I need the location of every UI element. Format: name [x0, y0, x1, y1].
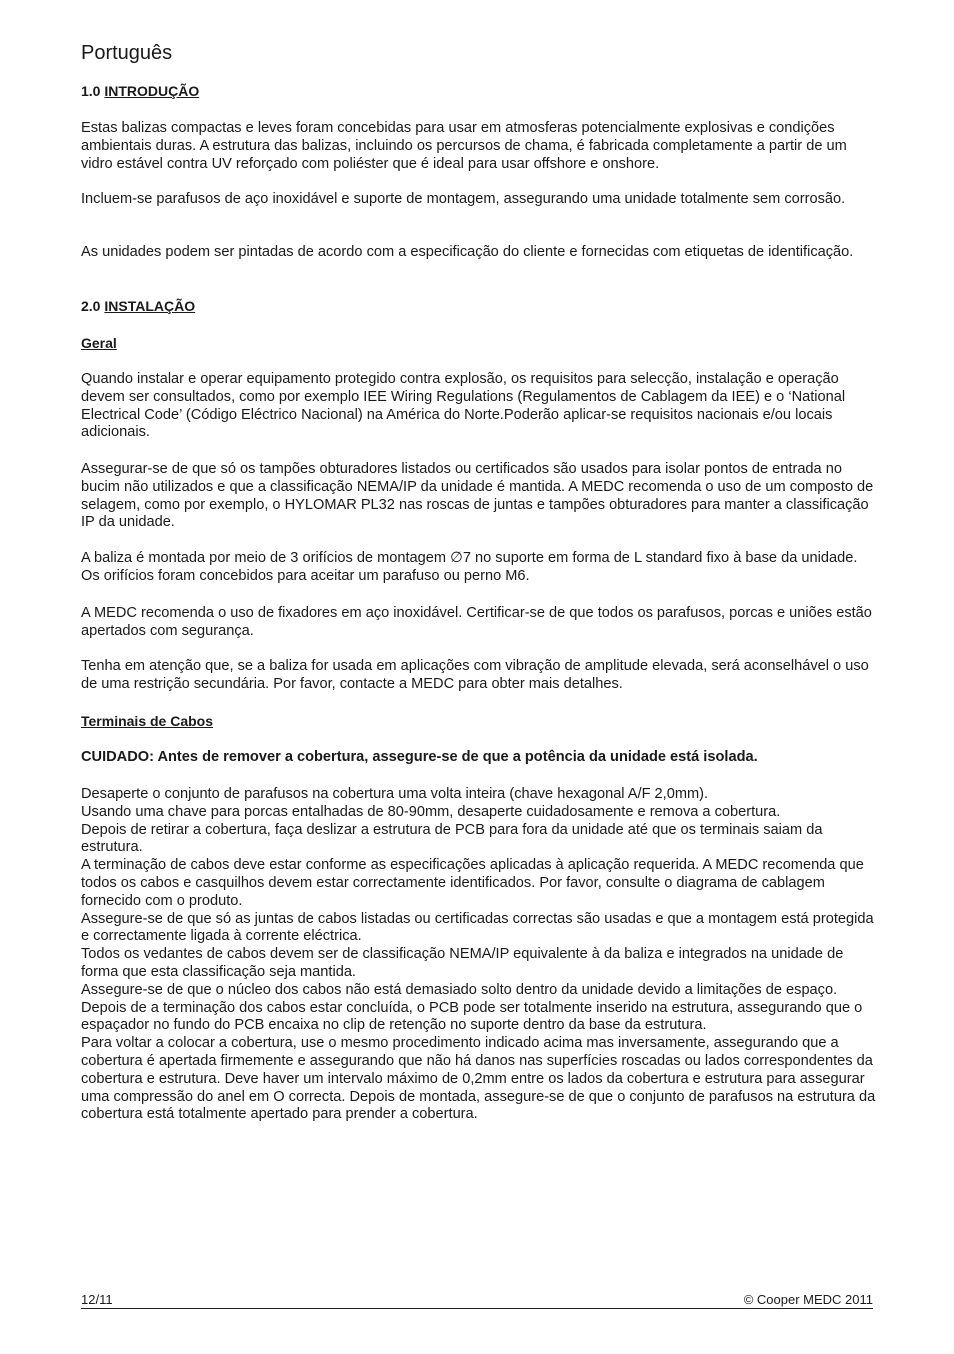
terminais-line-9: Para voltar a colocar a cobertura, use o mesmo procedimento indicado acima mas inversamente, assegurando que a cobertura é apertada firmemente e assegurando que não há danos nas superfícies roscadas ou lados correspondentes da cobertura e estrutura. Deve haver um intervalo máximo de 0,2mm entre os lados da cobertura e estrutura para assegurar uma compressão do anel em O correcta. Depois de montada, assegure-se de que o conjunto de parafusos na estrutura da cobertura está totalmente apertado para prender a cobertura.	[81, 1035, 876, 1123]
geral-heading: Geral	[81, 335, 117, 351]
intro-paragraph-2: Incluem-se parafusos de aço inoxidável e suporte de montagem, assegurando uma unidade totalmente sem corrosão.	[81, 191, 846, 207]
terminais-line-5: Assegure-se de que só as juntas de cabos listadas ou certificadas correctas são usadas e que a montagem está protegida e correctamente ligada à corrente eléctrica.	[81, 910, 874, 945]
terminais-line-8: Depois de a terminação dos cabos estar concluída, o PCB pode ser totalmente inserido na estrutura, assegurando que o espaçador no fundo do PCB encaixa no clip de retenção no suporte dentro da base da estrutura.	[81, 999, 863, 1034]
section-1-title: INTRODUÇÃO	[104, 83, 200, 99]
geral-paragraph-4: A MEDC recomenda o uso de fixadores em aço inoxidável. Certificar-se de que todos os parafusos, porcas e uniões estão apertados com segurança.	[81, 605, 872, 639]
section-2-number: 2.0	[81, 298, 101, 314]
terminais-line-3: Depois de retirar a cobertura, faça deslizar a estrutura de PCB para fora da unidade até que os terminais saiam da estrutura.	[81, 821, 823, 856]
terminais-instructions	[81, 786, 876, 1124]
geral-paragraph-2: Assegurar-se de que só os tampões obturadores listados ou certificados são usados para isolar pontos de entrada no bucim não utilizados e que a classificação NEMA/IP da unidade é mantida. A MEDC recomenda o uso de um composto de selagem, como por exemplo, o HYLOMAR PL32 nas roscas de juntas e tampões obturadores para manter a classificação IP da unidade.	[81, 461, 874, 531]
footer-divider	[81, 1308, 873, 1309]
terminais-line-2: Usando uma chave para porcas entalhadas de 80-90mm, desaperte cuidadosamente e remova a cobertura.	[81, 803, 781, 820]
footer-copyright: © Cooper MEDC 2011	[743, 1292, 873, 1307]
geral-paragraph-1: Quando instalar e operar equipamento protegido contra explosão, os requisitos para selecção, instalação e operação devem ser consultados, como por exemplo IEE Wiring Regulations (Regulamentos de Cablagem da IEE) e o ‘National Electrical Code’ (Código Eléctrico Nacional) na América do Norte.Poderão aplicar-se requisitos nacionais e/ou locais adicionais.	[81, 371, 846, 441]
section-2-heading	[81, 298, 195, 314]
terminais-heading: Terminais de Cabos	[81, 713, 214, 729]
warning-text: CUIDADO: Antes de remover a cobertura, assegure-se de que a potência da unidade está isolada.	[81, 749, 758, 765]
geral-paragraph-3: A baliza é montada por meio de 3 orifícios de montagem ∅7 no suporte em forma de L standard fixo à base da unidade. Os orifícios foram concebidos para aceitar um parafuso ou perno M6.	[81, 550, 858, 584]
intro-paragraph-1: Estas balizas compactas e leves foram concebidas para usar em atmosferas potencialmente explosivas e condições ambientais duras. A estrutura das balizas, incluindo os percursos de chama, é fabricada completamente a partir de um vidro estável contra UV reforçado com poliéster que é ideal para usar offshore e onshore.	[81, 120, 847, 172]
terminais-line-4: A terminação de cabos deve estar conforme as especificações aplicadas à aplicação requerida. A MEDC recomenda que todos os cabos e casquilhos devem estar correctamente identificados. Por favor, consulte o diagrama de cablagem fornecido com o produto.	[81, 857, 864, 909]
section-1-heading	[81, 83, 199, 99]
terminais-line-7: Assegure-se de que o núcleo dos cabos não está demasiado solto dentro da unidade devido a limitações de espaço.	[81, 981, 838, 998]
language-title: Português	[81, 42, 173, 64]
terminais-line-1: Desaperte o conjunto de parafusos na cobertura uma volta inteira (chave hexagonal A/F 2,0mm).	[81, 786, 709, 802]
section-2-title: INSTALAÇÃO	[104, 298, 196, 314]
section-1-number: 1.0	[81, 83, 101, 99]
geral-paragraph-5: Tenha em atenção que, se a baliza for usada em aplicações com vibração de amplitude elevada, será aconselhável o uso de uma restrição secundária. Por favor, contacte a MEDC para obter mais detalhes.	[81, 658, 869, 692]
intro-paragraph-3: As unidades podem ser pintadas de acordo com a especificação do cliente e fornecidas com etiquetas de identificação.	[81, 244, 854, 260]
footer-date: 12/11	[81, 1292, 113, 1307]
terminais-line-6: Todos os vedantes de cabos devem ser de classificação NEMA/IP equivalente à da baliza e integrados na unidade de forma que esta classificação seja mantida.	[81, 946, 844, 980]
